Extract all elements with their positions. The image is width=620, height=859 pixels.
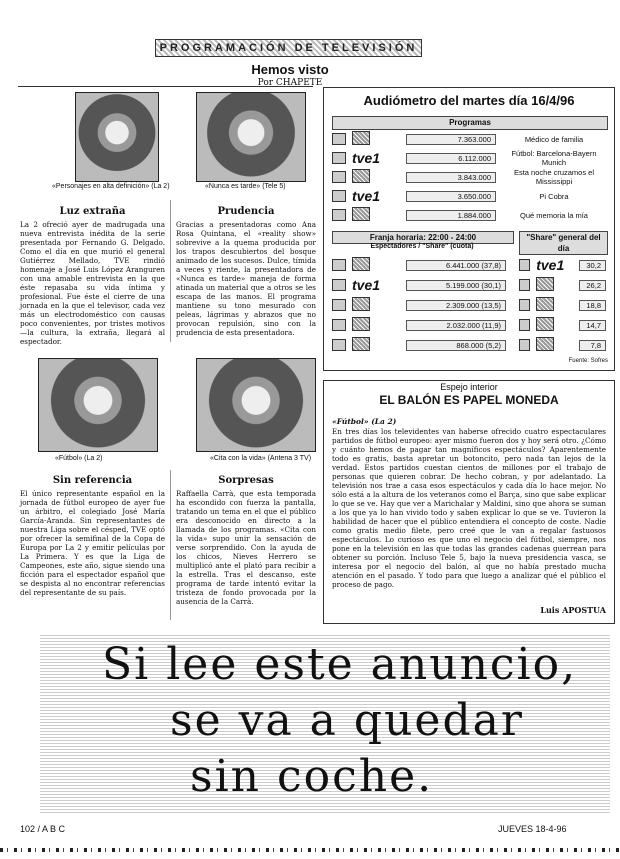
value-cell: 2.309.000 (13,5)	[406, 300, 506, 311]
tv-icon	[519, 259, 530, 271]
photo-nunca-es-tarde	[196, 92, 306, 182]
table-row	[332, 168, 606, 186]
table-row	[332, 276, 512, 294]
logo-cell	[352, 317, 400, 333]
value-cell: 6.441.000 (37,8)	[406, 260, 506, 271]
photo-personajes	[75, 92, 159, 182]
article-title: Prudencia	[217, 206, 275, 217]
program-name: Esta noche cruzamos el Mississippi	[513, 168, 595, 186]
value-cell: 30,2	[579, 260, 606, 271]
channel-logo	[352, 297, 370, 311]
channel-logo	[352, 169, 370, 183]
tv-icon	[332, 299, 346, 311]
channel-logo: tve1	[352, 188, 381, 204]
article-body: Gracias a presentadoras como Ana Rosa Quintana, el «reality show» sobrevive a la quema producida por los trapos descubiertos del bosque animado de los sucesos. Dulce, tímida a veces y riente, la presentadora de «Nunca es tarde» maneja de forma atinada un material que a otros se les escapa de las manos. El programa mantiene su tono mesurado con peleas, lágrimas y abrazos que no provocan repulsión, sino con la prudencia de esta presentadora.	[176, 220, 316, 337]
article-title: Luz extraña	[59, 206, 126, 217]
mirror-subhead: «Fútbol» (La 2)	[332, 417, 397, 426]
program-name: Fútbol: Barcelona-Bayern Munich	[511, 149, 597, 167]
article-body: Raffaella Carrà, que esta temporada ha escondido con fuerza la pantalla, tratando un tema en el que el público era desconocido en directo a la llamada de los programas. «Cita con la vida» supo unir la sensación de verse sorprendido. Con la ayuda de los chicos, Nieves Herrero se multiplicó ante el plató para recibir a la estrella. Tras el descanso, este programa de tarde intentó evitar la tristeza de fondo provocada por la ausencia de la Carrà.	[176, 489, 316, 606]
tv-icon	[332, 339, 346, 351]
tv-icon	[519, 279, 530, 291]
mirror-title: EL BALÓN ES PAPEL MONEDA	[379, 393, 559, 407]
table-row	[332, 130, 606, 148]
channel-logo: tve1	[352, 150, 381, 166]
ad-line: sin coche.	[190, 751, 434, 802]
mirror-box	[323, 380, 615, 624]
channel-logo	[536, 297, 554, 311]
table-row	[519, 256, 606, 274]
value-cell: 1.884.000	[406, 210, 496, 221]
channel-logo	[352, 131, 370, 145]
photo-caption: «Fútbol» (La 2)	[55, 455, 103, 462]
channel-logo	[352, 317, 370, 331]
table-row	[332, 336, 512, 354]
bottom-strip	[0, 848, 620, 852]
tv-icon	[332, 171, 346, 183]
logo-cell	[352, 131, 400, 147]
tv-icon	[519, 319, 530, 331]
value-cell: 6.112.000	[406, 153, 496, 164]
photo-caption: «Cita con la vida» (Antena 3 TV)	[210, 455, 312, 462]
logo-cell	[536, 297, 573, 313]
photo-cita-con-la-vida	[196, 358, 316, 452]
table-row	[519, 276, 606, 294]
logo-cell	[536, 257, 573, 273]
table-row	[332, 296, 512, 314]
table-row	[332, 256, 512, 274]
tv-icon	[332, 319, 346, 331]
tv-icon	[332, 259, 346, 271]
column-rule	[18, 86, 313, 87]
column-divider	[170, 200, 171, 342]
channel-logo	[536, 277, 554, 291]
logo-cell	[352, 257, 400, 273]
share-table	[519, 256, 606, 356]
article-body: La 2 ofreció ayer de madrugada una nueva entrevista inédita de la serie presentada por Fernando G. Delgado. Como el día en que murió el general Gutiérrez Mellado, TVE rindió homenaje a José Luis López Aranguren con una amable entrevista en la que éste repasaba su vida íntima y profesional. Fue éste el cierre de una jornada en la que el televisor, cada vez más un electrodoméstico con causas poco convenientes, por tristes motivos —la cultura, la extraña, llegará al espectador.	[20, 220, 165, 346]
value-cell: 7,8	[579, 340, 606, 351]
value-cell: 2.032.000 (11,9)	[406, 320, 506, 331]
tv-icon	[332, 152, 346, 164]
tv-icon	[332, 209, 346, 221]
photo-futbol	[38, 358, 158, 452]
value-cell: 18,8	[579, 300, 606, 311]
table-row	[332, 149, 606, 167]
channel-logo: tve1	[536, 257, 565, 273]
mirror-kicker-wrap	[324, 375, 614, 394]
photo-caption: «Personajes en alta definición» (La 2)	[52, 183, 170, 190]
tv-icon	[332, 279, 346, 291]
logo-cell	[536, 337, 573, 353]
column-heading: Hemos visto	[251, 62, 329, 77]
prime-subheader: Espectadores / "Share" (cuota)	[370, 243, 474, 250]
column-byline: Por CHAPETE	[257, 78, 323, 88]
tv-icon	[332, 190, 346, 202]
table-row	[332, 316, 512, 334]
share-header: "Share" general del día	[519, 231, 608, 255]
value-cell: 868.000 (5,2)	[406, 340, 506, 351]
program-name: Pi Cobra	[539, 191, 569, 201]
logo-cell	[352, 297, 400, 313]
prime-header: Franja horaria: 22:00 - 24:00	[332, 231, 514, 244]
value-cell: 14,7	[579, 320, 606, 331]
tv-icon	[519, 299, 530, 311]
channel-logo	[536, 337, 554, 351]
audiometer-source: Fuente: Sofres	[568, 358, 608, 364]
tv-icon	[519, 339, 530, 351]
table-row	[332, 206, 606, 224]
column-divider	[170, 470, 171, 620]
audiometer-box	[323, 87, 615, 371]
value-cell: 5.199.000 (30,1)	[406, 280, 506, 291]
page-number: 102 / A B C	[20, 824, 66, 834]
table-row	[519, 316, 606, 334]
value-cell: 3.843.000	[406, 172, 496, 183]
audiometer-title: Audiómetro del martes día 16/4/96	[363, 93, 575, 108]
article-title: Sorpresas	[218, 475, 274, 486]
channel-logo	[352, 337, 370, 351]
table-row	[519, 336, 606, 354]
program-name: Qué memoria la mía	[520, 210, 588, 220]
channel-logo: tve1	[352, 277, 381, 293]
channel-logo	[352, 257, 370, 271]
programs-table	[332, 130, 606, 225]
photo-caption: «Nunca es tarde» (Tele 5)	[205, 183, 286, 190]
logo-cell	[536, 277, 573, 293]
mirror-author: Luis APOSTUA	[540, 605, 606, 615]
logo-cell	[536, 317, 573, 333]
logo-cell	[352, 188, 400, 204]
table-row	[519, 296, 606, 314]
prime-table	[332, 256, 512, 356]
tv-icon	[332, 133, 346, 145]
logo-cell	[352, 150, 400, 166]
mirror-body: En tres días los televidentes van haberse ofrecido cuatro espectaculares partidos de fútbol europeo: ayer mismo fueron dos y hoy será otro. ¿Cómo y cuánto hemos de pagar tan magníficos espectáculos? Aparentemente todo es gratis, basta apretar un botoncito, pero nada tan lejos de la verdad. Estos partidos cuestan cientos de millones por el trabajo de personas que quieren cobrar. De hecho cobran, y por adelantado. La televisión nos trae a casa esos espectáculos y cada día lo hace mejor. No sólo está a la altura de los veteranos como el Barça, sino que sabe explicar lo que se ve. Hay que ver a Marichalar y Maldini, sino que ahora se suman a los que ya lo han vivido todo y saben explicar lo que se ve. Tuvieron la habilidad de hacer que el público entendiera el concepto de coste. Nadie como gratis medio filete, pero creé que le van a regalar fastuosos espectáculos. Lo curioso es que uno el negocio del fútbol, siempre, nos pone en la televisión en las que todas las grandes cadenas guerrean para obtener su porción. Incluso Tele 5, bajo la nueva presidencia vasca, se interesa por el negocio del balón, al que no había prestado mucha atención en el pasado. Y todo para que luego a analizar qué el público el proceso de pago.	[332, 427, 606, 589]
channel-logo	[536, 317, 554, 331]
advertisement	[40, 635, 610, 813]
programs-header: Programas	[332, 116, 608, 130]
mirror-kicker: Espejo interior	[434, 382, 504, 392]
logo-cell	[352, 277, 400, 293]
ad-line: Si lee este anuncio,	[102, 639, 578, 690]
article-body: El único representante español en la jornada de fútbol europeo de ayer fue un árbitro, el colegiado José María García-Aranda. Sin representantes de nuestra Liga sobre el césped, TVE optó por ofrecer la semifinal de la Copa de Europa por La 2 y emitir películas por La Primera. Y es que la Liga de Campeones, este año, sigue siendo una ficción para el espectador español que se despista al no encontrar referencias del representante de su país.	[20, 489, 165, 597]
value-cell: 26,2	[579, 280, 606, 291]
logo-cell	[352, 207, 400, 223]
page-date: JUEVES 18-4-96	[498, 824, 567, 834]
logo-cell	[352, 337, 400, 353]
article-title: Sin referencia	[52, 475, 133, 486]
logo-cell	[352, 169, 400, 185]
ad-line: se va a quedar	[170, 695, 524, 746]
channel-logo	[352, 207, 370, 221]
program-name: Médico de familia	[524, 134, 584, 144]
value-cell: 7.363.000	[406, 134, 496, 145]
value-cell: 3.650.000	[406, 191, 496, 202]
section-header: PROGRAMACIÓN DE TELEVISIÓN	[155, 39, 422, 57]
table-row	[332, 187, 606, 205]
